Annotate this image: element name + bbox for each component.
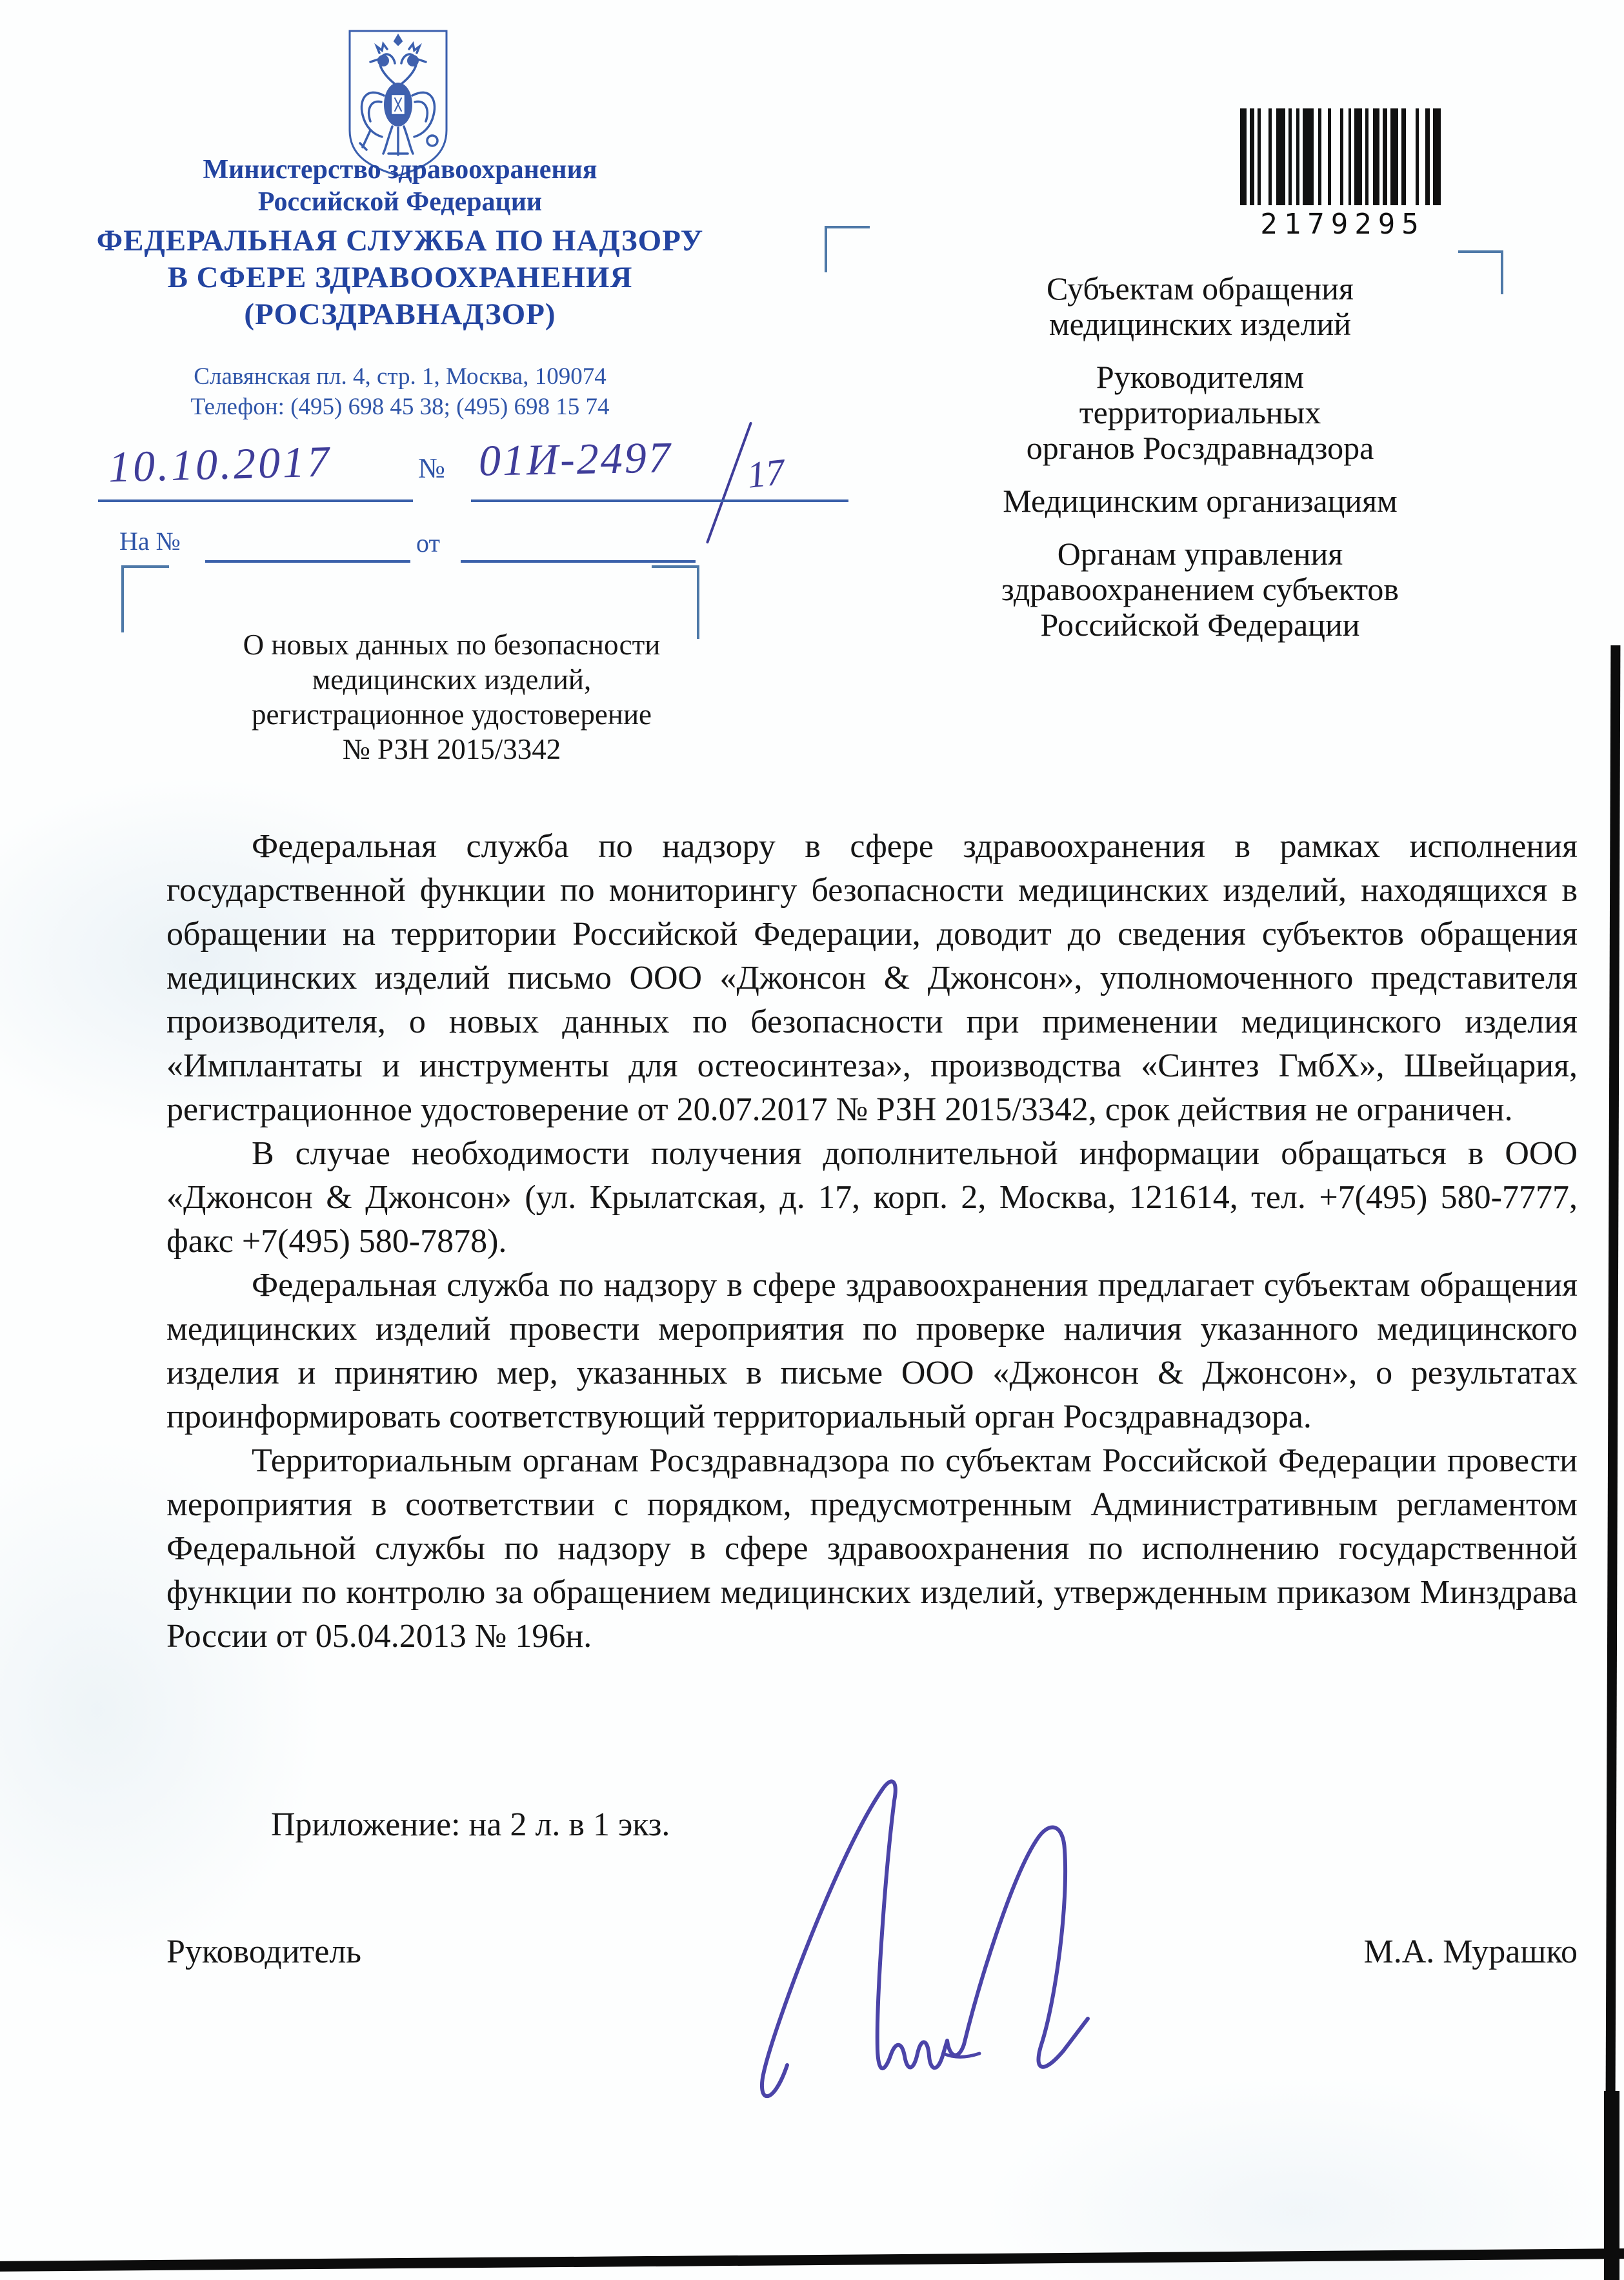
recipients-block — [916, 271, 1484, 660]
recipient-group — [916, 483, 1484, 519]
handwritten-number-suffix: 17 — [745, 450, 787, 496]
handwritten-number: 01И-2497 — [478, 432, 673, 485]
ministry-name — [97, 154, 703, 218]
service-line3: (РОСЗДРАВНАДЗОР) — [244, 298, 556, 331]
subject-zone-bracket-left — [121, 565, 169, 632]
recipient-group — [916, 359, 1484, 466]
letterhead-phone: Телефон: (495) 698 45 38; (495) 698 15 74 — [190, 394, 610, 420]
recipient-group — [916, 536, 1484, 643]
letterhead-address: Славянская пл. 4, стр. 1, Москва, 109074 — [194, 363, 606, 390]
handwritten-slash-stroke — [706, 421, 752, 543]
ministry-line2: Российской Федерации — [257, 187, 543, 217]
body-paragraph: Федеральная служба по надзору в сфере здравоохранения предлагает субъектам обращения медицинских изделий провести мероприятия по проверке наличия указанного медицинского изделия и принятию мер, указанных в письме ООО «Джонсон & Джонсон», о результатах проинформировать соответствующий территориальный орган Росздравнадзора. — [166, 1267, 1578, 1435]
barcode-bars-icon — [1240, 108, 1445, 205]
text-line: медицинских изделий, — [312, 663, 592, 696]
text-line: Субъектам обращения — [1047, 270, 1354, 307]
signer-title: Руководитель — [166, 1933, 361, 1970]
addressee-zone-bracket-left — [825, 226, 870, 272]
attachment-note: Приложение: на 2 л. в 1 экз. — [271, 1806, 670, 1843]
signer-name: М.А. Мурашко — [1363, 1933, 1578, 1970]
barcode-number: 2179295 — [1260, 208, 1425, 241]
scan-edge-right — [1605, 645, 1621, 2280]
text-line: Российской Федерации — [1040, 607, 1360, 643]
scan-edge-bottom — [0, 2248, 1624, 2272]
ministry-line1: Министерство здравоохранения — [203, 155, 597, 185]
text-line: Медицинским организациям — [1003, 483, 1398, 519]
text-line: № РЗН 2015/3342 — [342, 733, 561, 765]
body-text — [166, 825, 1578, 1659]
body-paragraph: Федеральная служба по надзору в сфере здравоохранения в рамках исполнения государственной функции по мониторингу безопасности медицинских изделий, находящихся в обращении на территории Российской Федерации, доводит до сведения субъектов обращения медицинских изделий письмо ООО «Джонсон & Джонсон», уполномоченного представителя производителя, о новых данных по безопасности при применении медицинского изделия «Имплантаты и инструменты для остеосинтеза», производства «Синтез ГмбХ», Швейцария, регистрационное удостоверение от 20.07.2017 № РЗН 2015/3342, срок действия не ограничен. — [166, 828, 1578, 1128]
text-line: территориальных — [1079, 394, 1321, 430]
text-line: Органам управления — [1057, 536, 1343, 572]
service-name — [77, 223, 723, 333]
number-underline — [471, 499, 848, 502]
reply-number-label: На № — [119, 527, 181, 556]
reply-date-blank — [461, 560, 696, 563]
text-line: регистрационное удостоверение — [251, 698, 652, 731]
service-line1: ФЕДЕРАЛЬНАЯ СЛУЖБА ПО НАДЗОРУ — [96, 224, 704, 257]
recipient-group — [916, 271, 1484, 342]
text-line: органов Росздравнадзора — [1026, 430, 1374, 466]
reply-date-label: от — [416, 529, 440, 558]
service-line2: В СФЕРЕ ЗДРАВООХРАНЕНИЯ — [167, 261, 633, 294]
barcode — [1240, 103, 1445, 241]
letterhead-address-block — [97, 361, 703, 422]
body-paragraph: В случае необходимости получения дополнительной информации обращаться в ООО «Джонсон & Джонсон» (ул. Крылатская, д. 17, корп. 2, Москва, 121614, тел. +7(495) 580-7777, факс +7(495) 580-7878). — [166, 1135, 1578, 1260]
text-line: медицинских изделий — [1048, 306, 1352, 342]
subject-block — [194, 627, 710, 767]
signature-ink — [723, 1755, 1161, 2120]
date-underline — [98, 499, 413, 502]
number-sign: № — [418, 452, 445, 484]
text-line: О новых данных по безопасности — [243, 629, 661, 661]
text-line: здравоохранением субъектов — [1001, 571, 1399, 607]
reply-number-blank — [205, 560, 410, 563]
handwritten-date: 10.10.2017 — [108, 436, 332, 492]
body-paragraph: Территориальным органам Росздравнадзора по субъектам Российской Федерации провести мероприятия в соответствии с порядком, предусмотренным Административным регламентом Федеральной службы по надзору в сфере здравоохранения по исполнению государственной функции по контролю за обращением медицинских изделий, утвержденным приказом Минздрава России от 05.04.2013 № 196н. — [166, 1442, 1578, 1655]
text-line: Руководителям — [1096, 359, 1305, 395]
